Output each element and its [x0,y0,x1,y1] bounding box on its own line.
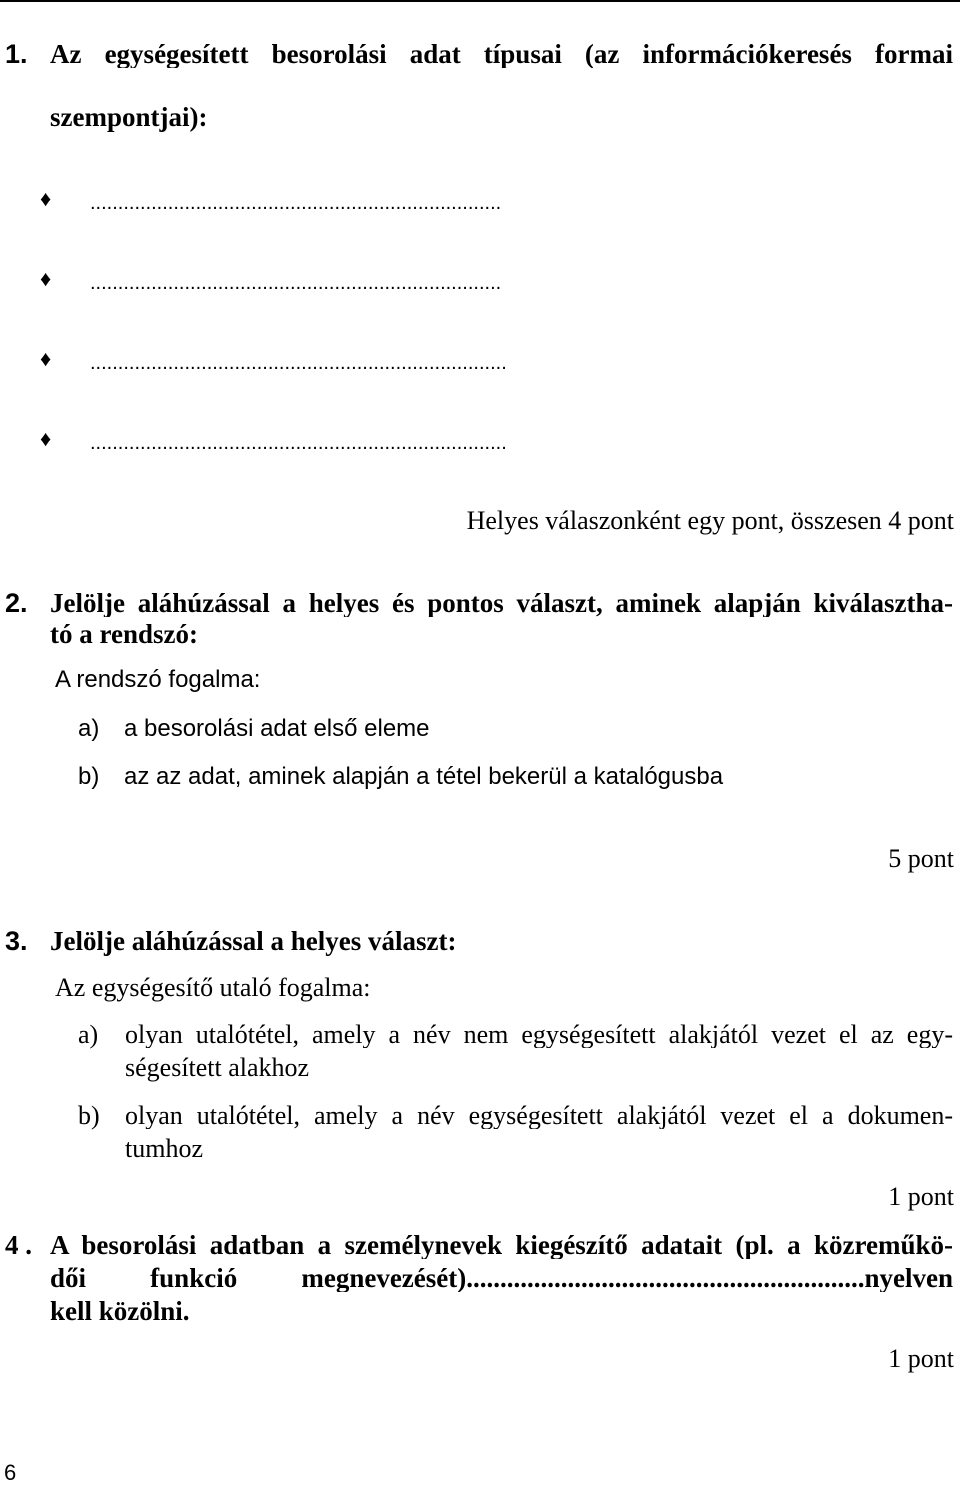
q1-score: Helyes válaszonként egy pont, összesen 4 pont [466,506,954,535]
q3-option-b-label: b) [78,1101,100,1130]
q3-subtitle: Az egységesítő utaló fogalma: [55,973,371,1002]
q4-line1: A besorolási adatban a személynevek kiegészítő adatait (pl. a közreműkö- [50,1232,953,1259]
q2-option-a-text: a besorolási adat első eleme [124,715,430,742]
q3-option-a-line2: ségesített alakhoz [125,1053,310,1082]
q3-option-b-line1: olyan utalótétel, amely a név egységesített alakjától vezet el a dokumen- [125,1103,953,1129]
q2-number: 2. [5,588,28,618]
page-number: 6 [4,1460,17,1485]
q4-line3: kell közölni. [50,1296,190,1326]
q2-option-a-label: a) [78,715,100,742]
q1-title-line1: Az egységesített besorolási adat típusai (az információkeresés formai [50,41,953,68]
q4-number: 4 . [5,1230,32,1260]
diamond-bullet-icon: ♦ [40,266,52,291]
answer-blank-3: ........................................................................... [90,352,507,374]
q1-number: 1. [5,39,28,69]
top-rule [0,0,960,2]
q3-score: 1 pont [888,1182,954,1211]
q4-line2: dői funkció megnevezését)...........................................................nyelven [50,1265,953,1292]
q3-title: Jelölje aláhúzással a helyes választ: [50,926,457,956]
q2-title-line2: tó a rendszó: [50,619,198,649]
answer-blank-2: .......................................................................... [90,272,502,294]
diamond-bullet-icon: ♦ [40,426,52,451]
q2-score: 5 pont [888,844,954,873]
q2-option-b-label: b) [78,763,100,790]
diamond-bullet-icon: ♦ [40,346,52,371]
answer-blank-4: ........................................................................... [90,432,507,454]
answer-blank-1: .......................................................................... [90,192,502,214]
q3-option-b-line2: tumhoz [125,1134,203,1163]
q4-score: 1 pont [888,1344,954,1373]
q3-option-a-label: a) [78,1020,99,1049]
q2-option-b-text: az az adat, aminek alapján a tétel bekerül a katalógusba [124,763,724,790]
q3-number: 3. [5,926,28,956]
q2-subtitle: A rendszó fogalma: [55,666,261,693]
q1-title-line2: szempontjai): [50,102,208,132]
q3-option-a-line1: olyan utalótétel, amely a név nem egységesített alakjától vezet el az egy- [125,1022,953,1048]
diamond-bullet-icon: ♦ [40,186,52,211]
q2-title-line1: Jelölje aláhúzással a helyes és pontos választ, aminek alapján kiválasztha- [50,590,953,617]
